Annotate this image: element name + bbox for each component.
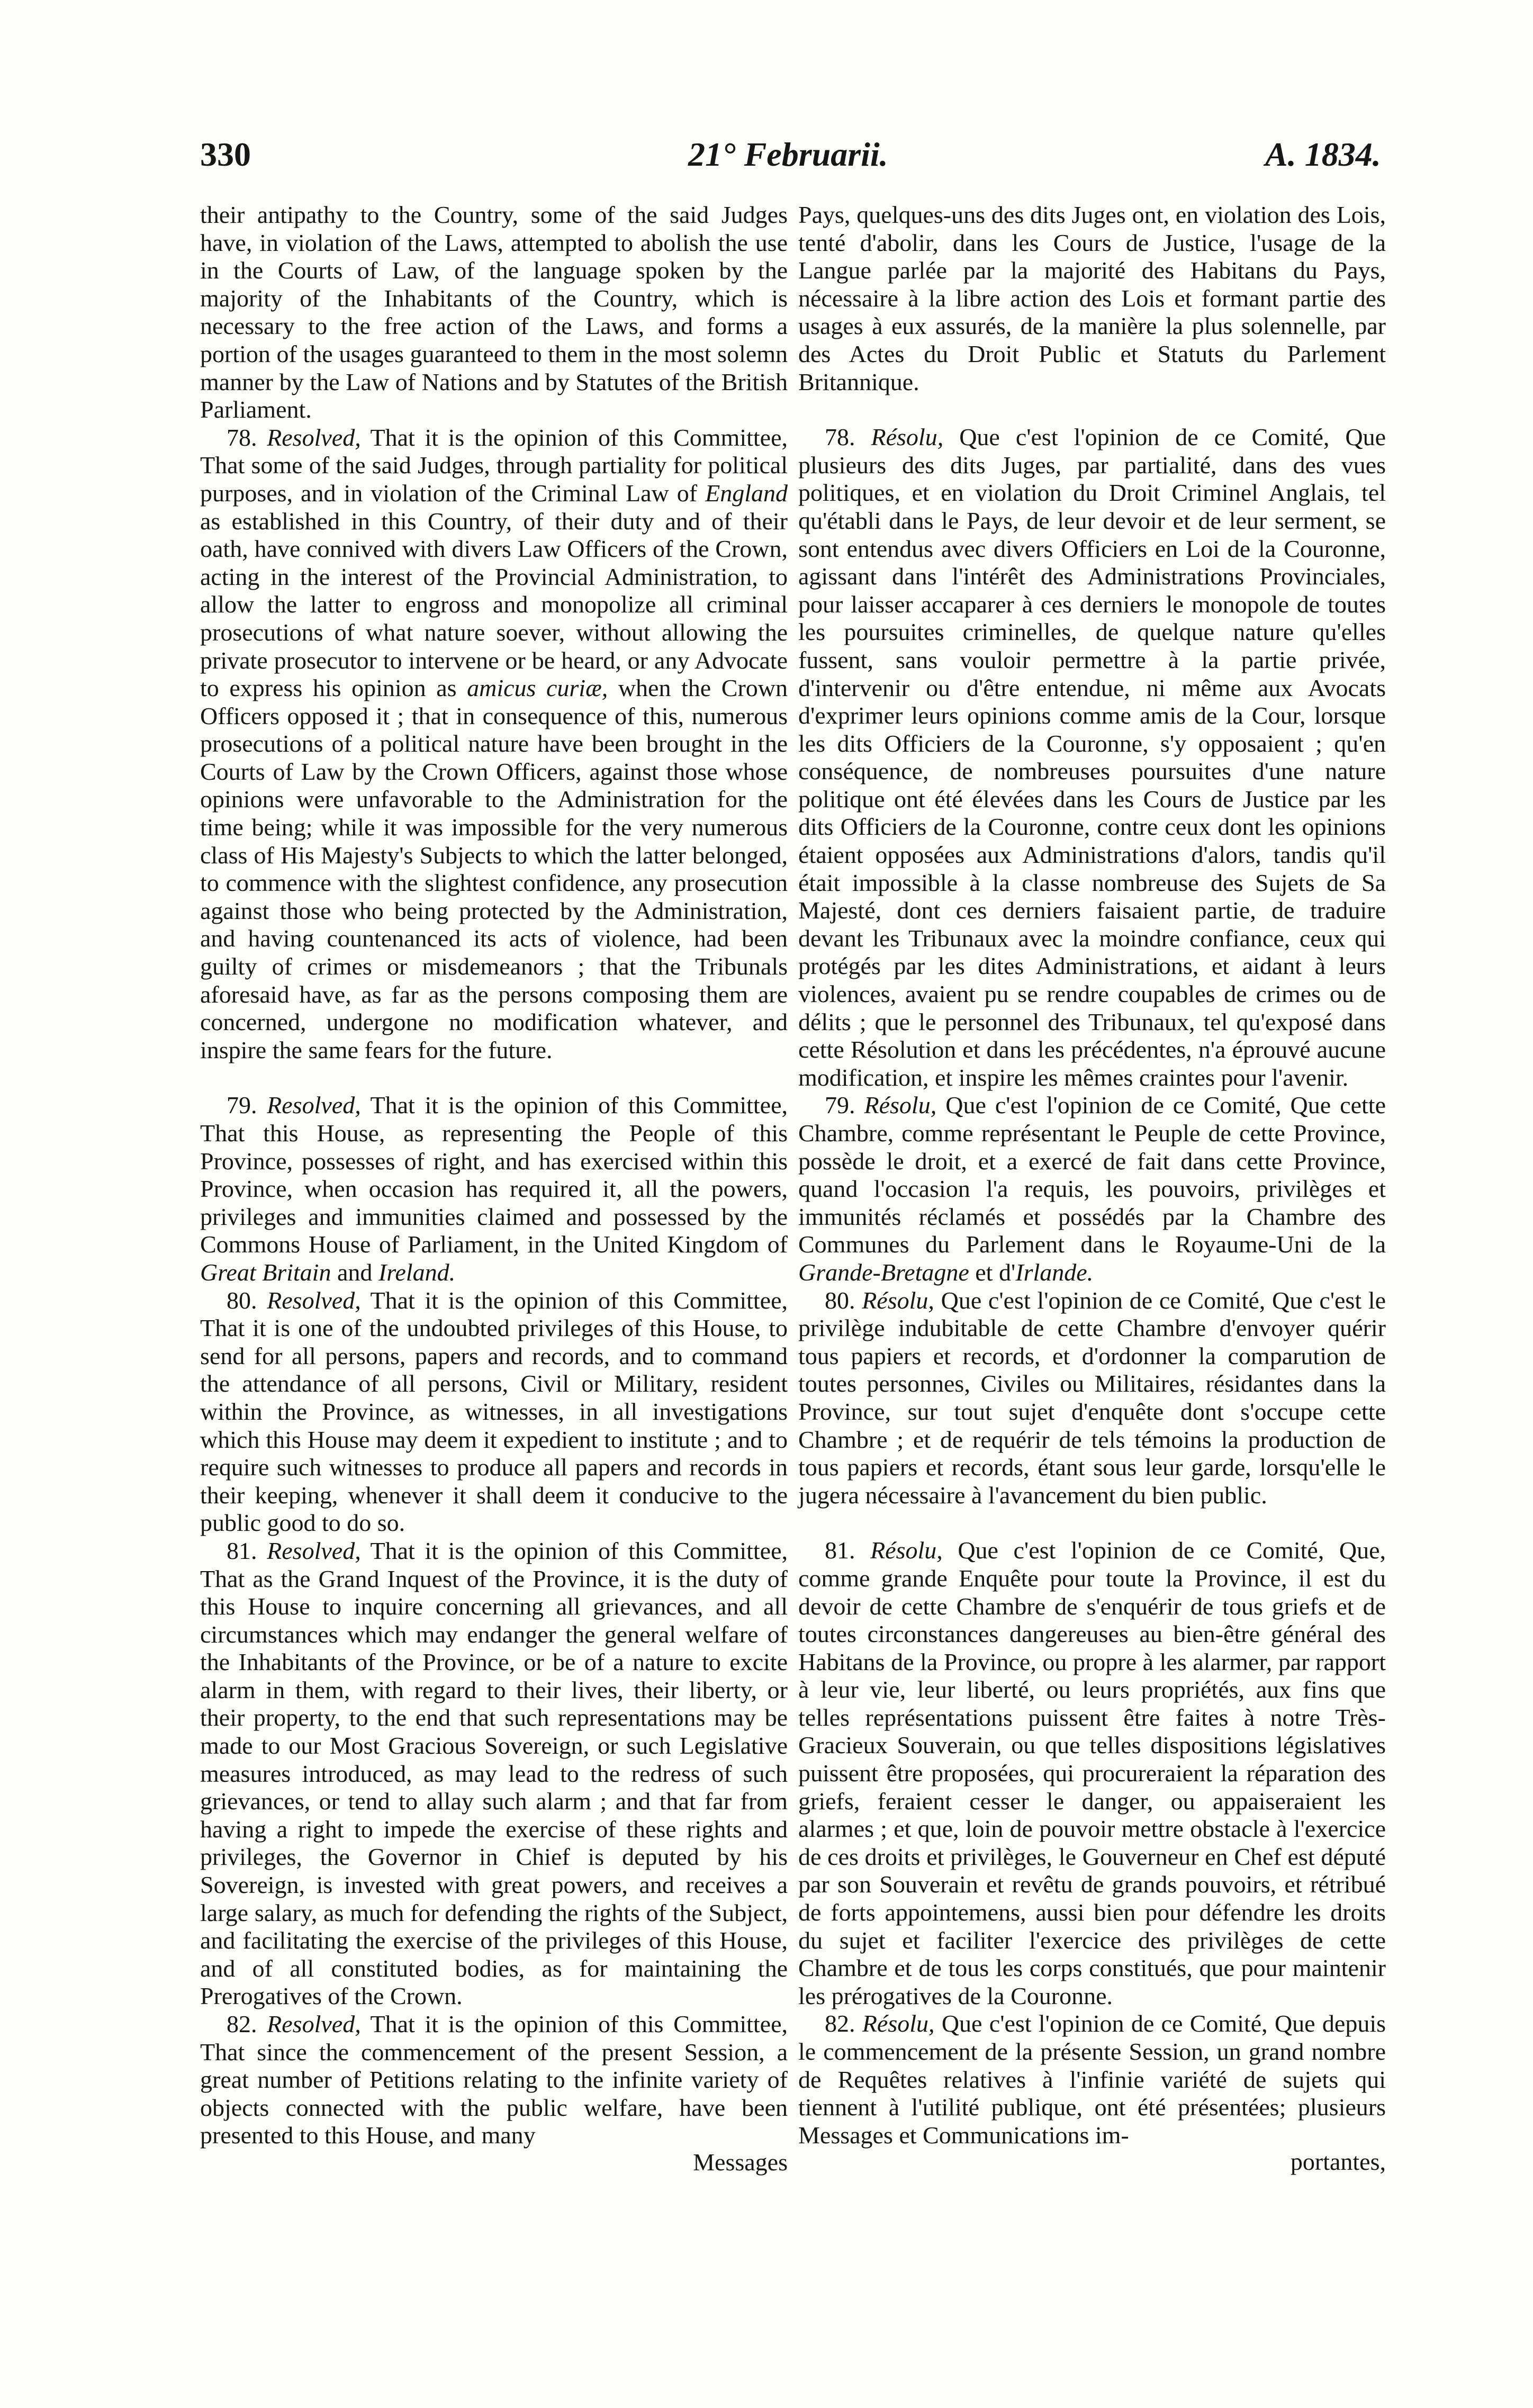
italic-term: Great Britain xyxy=(200,1258,331,1286)
resolu-word: Résolu, xyxy=(864,1092,937,1119)
resolved-word: Resolved, xyxy=(267,423,361,451)
resolution-number: 82. xyxy=(227,2010,257,2037)
resolution-number: 81. xyxy=(825,1537,855,1564)
resolved-word: Resolved, xyxy=(267,1092,361,1119)
italic-term: England xyxy=(705,479,788,507)
fr-paragraph-continued: Pays, quelques-uns des dits Juges ont, en violation des Lois, tenté d'abolir, dans les Cours de Justice, l'usage de la Langue parlée par la majorité des Habitans du Pays, nécessaire à la libre action des Lois et formant partie des usages à eux assurés, de la manière la plus solennelle, par des Actes du Droit Public et Statuts du Parlement Britannique. xyxy=(798,201,1386,395)
en-resolution-82 xyxy=(200,2010,788,2150)
french-column xyxy=(798,201,1386,2176)
resolution-number: 81. xyxy=(227,1537,257,1564)
fr-resolution-79 xyxy=(798,1092,1386,1286)
resolution-text: as established in this Country, of their duty and of their oath, have connived with divers Law Officers of the Crown, acting in the interest of the Provincial Administration, to allow the latter to engross and monopolize all criminal prosecutions of what nature soever, without allowing the private prosecutor to intervene or be heard, or any Advocate to express his opinion as xyxy=(200,507,788,702)
english-column xyxy=(200,201,788,2177)
fr-resolution-81 xyxy=(798,1537,1386,2010)
fr-resolution-82 xyxy=(798,2010,1386,2149)
running-header xyxy=(0,135,1533,183)
italic-term: Grande-Bretagne xyxy=(798,1258,969,1286)
resolution-number: 78. xyxy=(825,423,855,451)
resolution-text: That it is the opinion of this Committee, That as the Grand Inquest of the Province, it is the duty of this House to inquire concerning all grievances, and all circumstances which may endanger the general welfare of the Inhabitants of the Province, or be of a nature to excite alarm in them, with regard to their lives, their liberty, or their property, to the end that such representations may be made to our Most Gracious Sovereign, or such Legislative measures introduced, as may lead to the redress of such grievances, or tend to allay such alarm ; and that far from having a right to impede the exercise of these rights and privileges, the Governor in Chief is deputed by his Sovereign, is invested with great powers, and receives a large salary, as much for defending the rights of the Subject, and facilitating the exercise of the privileges of this House, and of all constituted bodies, as for maintaining the Prerogatives of the Crown. xyxy=(200,1537,788,2010)
italic-term: amicus curiæ, xyxy=(467,674,608,702)
resolution-number: 80. xyxy=(227,1286,257,1314)
resolution-text: Que c'est l'opinion de ce Comité, Que, comme grande Enquête pour toute la Province, il est du devoir de cette Chambre de s'enquérir de tous griefs et de toutes circonstances dangereuses au bien-être général des Habitans de la Province, ou propre à les alarmer, par rapport à leur vie, leur liberté, ou leurs propriétés, aux fins que telles représentations puissent être faites à notre Très-Gracieux Souverain, ou que telles dispositions législatives puissent être proposées, qui procureraient la réparation des griefs, feraient cesser le danger, ou appaiseraient les alarmes ; et que, loin de pouvoir mettre obstacle à l'exercice de ces droits et privilèges, le Gouverneur en Chef est député par son Souverain et revêtu de grands pouvoirs, et rétribué de forts appointemens, aussi bien pour défendre les droits du sujet et faciliter l'exercice des privilèges de cette Chambre et de tous les corps constitués, que pour maintenir les prérogatives de la Couronne. xyxy=(798,1537,1386,2009)
resolu-word: Résolu, xyxy=(870,1537,943,1564)
header-year: A. 1834. xyxy=(1265,136,1381,173)
resolution-number: 79. xyxy=(227,1092,257,1119)
en-paragraph-continued: their antipathy to the Country, some of the said Judges have, in violation of the Laws, attempted to abolish the use in the Courts of Law, of the language spoken by the majority of the Inhabitants of the Country, which is necessary to the free action of the Laws, and forms a portion of the usages guaranteed to them in the most solemn manner by the Law of Nations and by Statutes of the British Parliament. xyxy=(200,201,788,423)
italic-term: Irlande. xyxy=(1015,1258,1094,1286)
resolu-word: Résolu, xyxy=(871,423,944,451)
resolution-number: 79. xyxy=(825,1092,855,1119)
fr-resolution-78 xyxy=(798,423,1386,1092)
resolution-text: et d' xyxy=(969,1258,1016,1286)
resolution-text: That it is the opinion of this Committee, That since the commencement of the present Session, a great number of Petitions relating to the infinite variety of objects connected with the public welfare, have been presented to this House, and many xyxy=(200,2010,788,2149)
resolution-text: and xyxy=(331,1258,378,1286)
en-resolution-78 xyxy=(200,424,788,1065)
resolved-word: Resolved, xyxy=(267,1537,361,1564)
en-catchword: Messages xyxy=(693,2148,788,2176)
resolution-number: 80. xyxy=(825,1286,855,1314)
resolution-text: Que c'est l'opinion de ce Comité, Que c'est le privilège indubitable de cette Chambre d'envoyer quérir tous papiers et records, et d'ordonner la comparution de toutes personnes, Civiles ou Militaires, résidantes dans la Province, sur tout sujet d'enquête dont s'occupe cette Chambre ; et de requérir de tels témoins la production de tous papiers et records, étant sous leur garde, lorsqu'elle le jugera nécessaire à l'avancement du bien public. xyxy=(798,1286,1386,1509)
resolution-text: That it is the opinion of this Committee, That this House, as representing the People of this Province, possesses of right, and has exercised within this Province, when occasion has required it, all the powers, privileges and immunities claimed and possessed by the Commons House of Parliament, in the United Kingdom of xyxy=(200,1092,788,1258)
page-number: 330 xyxy=(200,136,251,173)
resolved-word: Resolved, xyxy=(267,2010,361,2037)
resolu-word: Résolu, xyxy=(862,1286,934,1314)
resolution-text: That it is the opinion of this Committee, That it is one of the undoubted privileges of this House, to send for all persons, papers and records, and to command the attendance of all persons, Civil or Military, resident within the Province, as witnesses, in all investigations which this House may deem it expedient to institute ; and to require such witnesses to produce all papers and records in their keeping, whenever it shall deem it conducive to the public good to do so. xyxy=(200,1286,788,1537)
resolution-text: That it is the opinion of this Committee, That some of the said Judges, through partiality for political purposes, and in violation of the Criminal Law of xyxy=(200,423,788,507)
resolution-number: 78. xyxy=(227,423,257,451)
resolution-number: 82. xyxy=(825,2010,855,2037)
resolution-text: Que c'est l'opinion de ce Comité, Que plusieurs des dits Juges, par partialité, dans des vues politiques, et en violation du Droit Criminel Anglais, tel qu'établi dans le Pays, de leur devoir et de leur serment, se sont entendus avec divers Officiers en Loi de la Couronne, agissant dans l'intérêt des Administrations Provinciales, pour laisser accaparer à ces derniers le monopole de toutes les poursuites criminelles, de quelque nature qu'elles fussent, sans vouloir permettre à la partie privée, d'intervenir ou d'être entendue, ni même aux Avocats d'exprimer leurs opinions comme amis de la Cour, lorsque les dits Officiers de la Couronne, s'y opposaient ; qu'en conséquence, de nombreuses poursuites d'une nature politique ont été élevées dans les Cours de Justice par les dits Officiers de la Couronne, contre ceux dont les opinions étaient opposées aux Administrations d'alors, tandis qu'il était impossible à la classe nombreuse des Sujets de Sa Majesté, dont ces derniers faisaient partie, de traduire devant les Tribunaux avec la moindre confiance, ceux qui protégés par les dites Administrations, et aidant à leurs violences, avaient pu se rendre coupables de crimes ou de délits ; que le personnel des Tribunaux, tel qu'exposé dans cette Résolution et dans les précédentes, n'a éprouvé aucune modification, et inspire les mêmes craintes pour l'avenir. xyxy=(798,423,1386,1091)
en-resolution-79 xyxy=(200,1092,788,1286)
resolution-text: Que c'est l'opinion de ce Comité, Que cette Chambre, comme représentant le Peuple de cette Province, possède le droit, et a exercé de fait dans cette Province, quand l'occasion l'a requis, les pouvoirs, privilèges et immunités réclamés et possédés par la Chambre des Communes du Parlement dans le Royaume-Uni de la xyxy=(798,1092,1386,1258)
resolu-word: Résolu, xyxy=(862,2010,935,2037)
resolved-word: Resolved, xyxy=(267,1286,361,1314)
resolution-text: Que c'est l'opinion de ce Comité, Que depuis le commencement de la présente Session, un grand nombre de Requêtes relatives à l'infinie variété de sujets qui tiennent à l'utilité publique, ont été présentées; plusieurs Messages et Communications im- xyxy=(798,2010,1386,2149)
resolution-text: when the Crown Officers opposed it ; that in consequence of this, numerous prosecutions of a political nature have been brought in the Courts of Law by the Crown Officers, against those whose opinions were unfavorable to the Administration for the time being; while it was impossible for the very numerous class of His Majesty's Subjects to which the latter belonged, to commence with the slightest confidence, any prosecution against those who being protected by the Administration, and having countenanced its acts of violence, had been guilty of crimes or misdemeanors ; that the Tribunals aforesaid have, as far as the persons composing them are concerned, undergone no modification whatever, and inspire the same fears for the future. xyxy=(200,674,788,1063)
fr-resolution-80 xyxy=(798,1287,1386,1510)
italic-term: Ireland. xyxy=(378,1258,456,1286)
fr-catchword: portantes, xyxy=(1290,2148,1386,2176)
en-resolution-80 xyxy=(200,1287,788,1537)
en-resolution-81 xyxy=(200,1537,788,2010)
header-date: 21° Februarii. xyxy=(688,136,888,173)
